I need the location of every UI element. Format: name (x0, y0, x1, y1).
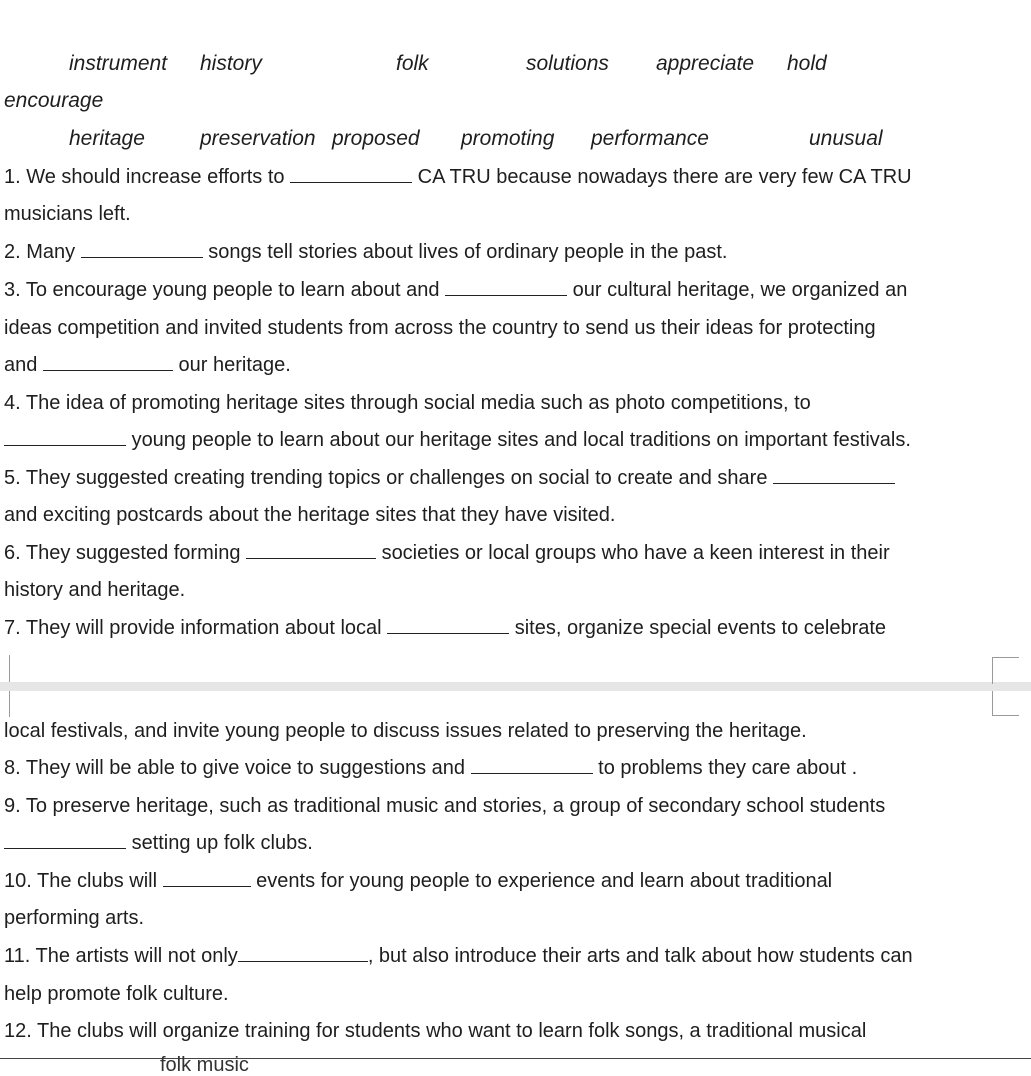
question-11-blank[interactable] (238, 943, 368, 962)
question-3-blank-1[interactable] (445, 277, 567, 296)
word-bank-promoting: promoting (461, 127, 555, 150)
question-3-line-3 (4, 351, 291, 379)
word-bank-folk: folk (396, 52, 429, 75)
question-11-text-start: 11. The artists will not only (4, 945, 238, 967)
question-3-blank-2[interactable] (43, 352, 173, 371)
question-3-text-mid: our cultural heritage, we organized an (572, 279, 908, 301)
question-9-text-end: setting up folk clubs. (131, 832, 313, 854)
word-bank-instrument: instrument (69, 52, 168, 75)
page-edge-mark-top (9, 655, 10, 685)
question-2-text-start: 2. Many (4, 241, 76, 263)
question-6-blank[interactable] (246, 540, 376, 559)
question-11-text-end: , but also introduce their arts and talk about how students can (367, 945, 913, 967)
question-8-blank[interactable] (471, 755, 593, 774)
question-3-text-end: our heritage. (178, 354, 291, 376)
question-5-line (4, 464, 895, 492)
question-6-continuation: history and heritage. (4, 579, 186, 601)
page-edge-mark-bottom (9, 691, 10, 717)
question-7-continuation: local festivals, and invite young people to discuss issues related to preserving the heritage. (4, 720, 807, 742)
question-1-text-start: 1. We should increase efforts to (4, 166, 285, 188)
word-bank-preservation: preservation (200, 127, 316, 150)
word-bank-proposed: proposed (332, 127, 420, 150)
question-9-line: 9. To preserve heritage, such as traditional music and stories, a group of secondary school students (4, 795, 886, 817)
question-1-text-end: CA TRU because nowadays there are very few CA TRU (417, 166, 912, 188)
question-4-text-end: young people to learn about our heritage sites and local traditions on important festivals. (131, 429, 911, 451)
question-3-text-start: 3. To encourage young people to learn about and (4, 279, 440, 301)
question-1-line (4, 163, 912, 191)
page-corner-bottom (992, 691, 1019, 716)
question-10-continuation: performing arts. (4, 907, 145, 929)
page-bottom-cutoff-line (0, 1058, 1031, 1059)
question-12-cutoff-text: folk music (160, 1054, 249, 1076)
question-7-blank[interactable] (387, 615, 509, 634)
question-10-text-end: events for young people to experience and learn about traditional (256, 870, 833, 892)
question-2-blank[interactable] (81, 239, 203, 258)
word-bank-performance: performance (591, 127, 709, 150)
word-bank-solutions: solutions (526, 52, 609, 75)
question-12-line: 12. The clubs will organize training for students who want to learn folk songs, a traditional musical (4, 1020, 867, 1042)
question-9-line-2 (4, 829, 313, 857)
question-4-line: 4. The idea of promoting heritage sites through social media such as photo competitions, to (4, 392, 811, 414)
word-bank-appreciate: appreciate (656, 52, 755, 75)
question-10-line (4, 867, 832, 895)
question-8-text-start: 8. They will be able to give voice to suggestions and (4, 757, 466, 779)
question-2-line (4, 238, 727, 266)
question-4-blank[interactable] (4, 427, 126, 446)
question-11-line (4, 942, 913, 970)
question-7-text-end: sites, organize special events to celebrate (514, 617, 887, 639)
question-3-text-and: and (4, 354, 38, 376)
question-7-line (4, 614, 886, 642)
question-6-line (4, 539, 890, 567)
word-bank-history: history (200, 52, 262, 75)
question-9-blank[interactable] (4, 830, 126, 849)
question-11-continuation: help promote folk culture. (4, 983, 229, 1005)
question-5-text-start: 5. They suggested creating trending topics or challenges on social to create and share (4, 467, 768, 489)
question-6-text-end: societies or local groups who have a keen interest in their (381, 542, 890, 564)
question-6-text-start: 6. They suggested forming (4, 542, 241, 564)
question-8-line (4, 754, 857, 782)
question-8-text-end: to problems they care about . (598, 757, 858, 779)
question-4-line-2 (4, 426, 911, 454)
question-10-blank[interactable] (163, 868, 251, 887)
question-7-text-start: 7. They will provide information about local (4, 617, 382, 639)
page-corner-top (992, 657, 1019, 684)
page-break-divider (0, 682, 1031, 691)
question-10-text-start: 10. The clubs will (4, 870, 158, 892)
question-2-text-end: songs tell stories about lives of ordinary people in the past. (208, 241, 728, 263)
question-5-continuation: and exciting postcards about the heritage sites that they have visited. (4, 504, 616, 526)
question-5-blank[interactable] (773, 465, 895, 484)
word-bank-heritage: heritage (69, 127, 145, 150)
question-1-blank[interactable] (290, 164, 412, 183)
question-3-continuation: ideas competition and invited students from across the country to send us their ideas for protecting (4, 317, 876, 339)
question-3-line (4, 276, 907, 304)
word-bank-hold: hold (787, 52, 827, 75)
word-bank-encourage: encourage (4, 89, 104, 112)
word-bank-unusual: unusual (809, 127, 883, 150)
question-1-continuation: musicians left. (4, 203, 131, 225)
